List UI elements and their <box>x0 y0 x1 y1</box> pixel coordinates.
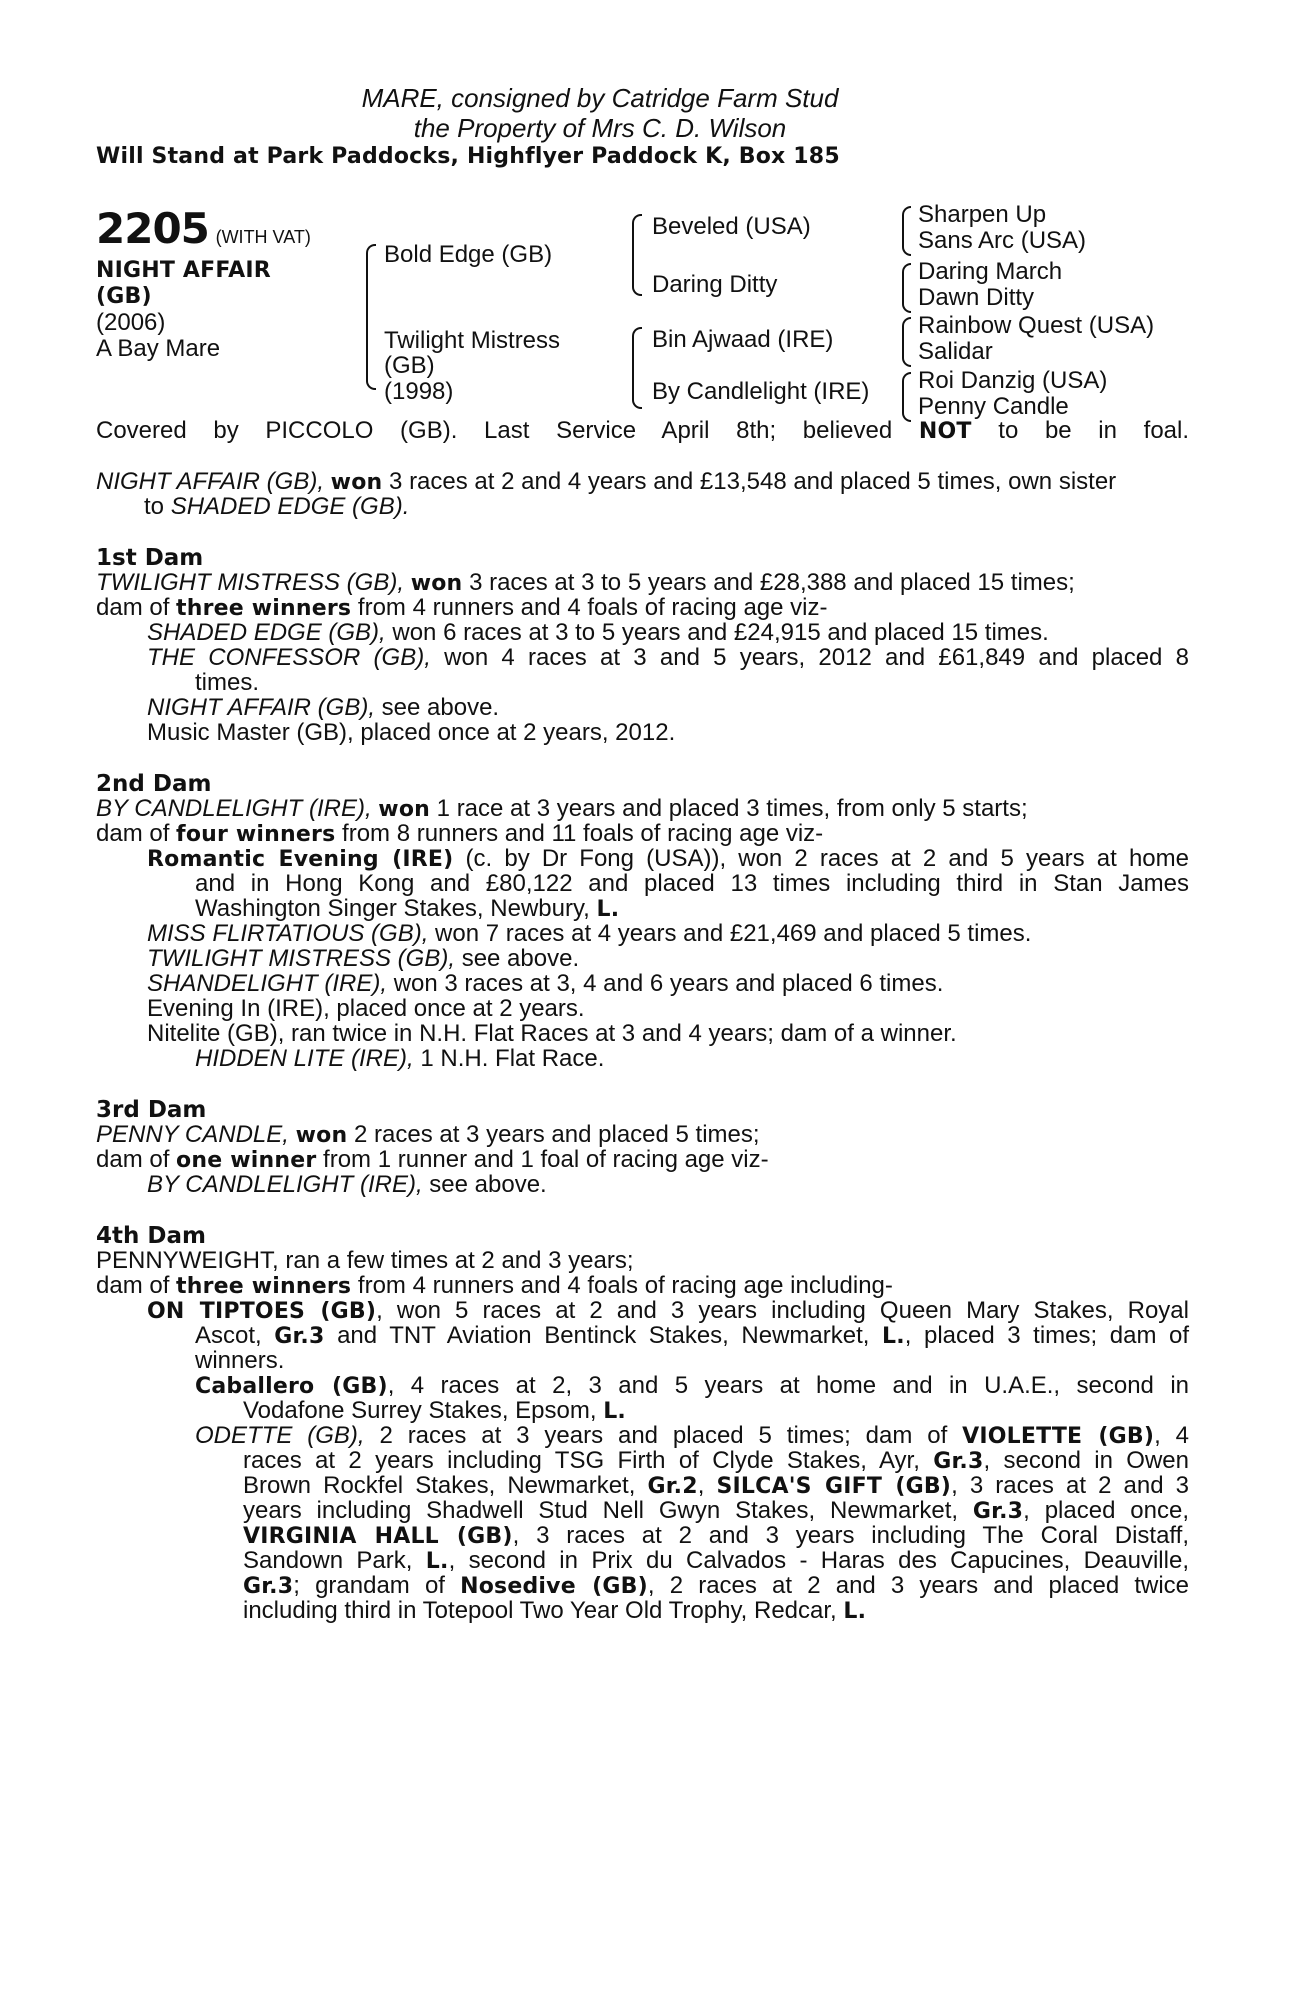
second-dam-produce-1-l3: Washington Singer Stakes, Newbury, L. <box>195 895 620 922</box>
pedigree-sss: Sharpen Up <box>918 201 1047 228</box>
fourth-dam-heading: 4th Dam <box>96 1223 206 1249</box>
horse-name: NIGHT AFFAIR <box>96 258 271 283</box>
second-dam-record: BY CANDLELIGHT (IRE), won 1 race at 3 years and placed 3 times, from only 5 starts; <box>96 795 1028 822</box>
pedigree-dam-origin: (GB) <box>384 352 435 379</box>
fourth-dam-caballero: Caballero (GB), 4 races at 2, 3 and 5 years at home and in U.A.E., second in <box>195 1372 1189 1399</box>
pedigree-dam-year: (1998) <box>384 378 454 405</box>
second-dam-produce-6: Nitelite (GB), ran twice in N.H. Flat Races at 3 and 4 years; dam of a winner. <box>147 1020 957 1047</box>
pedigree-sds: Daring March <box>918 258 1063 285</box>
horse-summary <box>96 469 1116 496</box>
fourth-dam-odette-l4: years including Shadwell Stud Nell Gwyn Stakes, Newmarket, Gr.3, placed once, <box>243 1497 1190 1524</box>
horse-summary-cont <box>144 494 409 520</box>
fourth-dam-odette-l3: Brown Rockfel Stakes, Newmarket, Gr.2, SILCA'S GIFT (GB), 3 races at 2 and 3 <box>243 1472 1190 1499</box>
second-dam-produce-1: Romantic Evening (IRE) (c. by Dr Fong (USA)), won 2 races at 2 and 5 years at home <box>147 845 1189 872</box>
property-line: the Property of Mrs C. D. Wilson <box>413 113 787 143</box>
summary-to: to <box>144 493 165 520</box>
pedigree-ssd: Sans Arc (USA) <box>918 227 1087 254</box>
pedigree-dam-dam: By Candlelight (IRE) <box>652 378 870 405</box>
horse-origin: (GB) <box>96 284 152 309</box>
fourth-dam-produce-1-l2: Ascot, Gr.3 and TNT Aviation Bentinck Stakes, Newmarket, L., placed 3 times; dam of <box>195 1322 1190 1349</box>
pedigree-dsd: Salidar <box>918 338 993 365</box>
first-dam-produce-4: Music Master (GB), placed once at 2 years, 2012. <box>147 719 676 746</box>
second-dam-produce-2: MISS FLIRTATIOUS (GB), won 7 races at 4 years and £21,469 and placed 5 times. <box>147 920 1032 947</box>
vat-note: (WITH VAT) <box>215 227 311 247</box>
first-dam-produce-2: THE CONFESSOR (GB), won 4 races at 3 and 5 years, 2012 and £61,849 and placed 8 <box>147 644 1190 671</box>
fourth-dam-odette: ODETTE (GB), 2 races at 3 years and placed 5 times; dam of VIOLETTE (GB), 4 <box>195 1422 1189 1449</box>
covered-end: to be in foal. <box>998 417 1190 444</box>
third-dam-produce-1: BY CANDLELIGHT (IRE), see above. <box>147 1171 547 1198</box>
first-dam-heading: 1st Dam <box>96 545 204 571</box>
lot-number: 2205 <box>96 204 209 253</box>
fourth-dam-produce-1: ON TIPTOES (GB), won 5 races at 2 and 3 years including Queen Mary Stakes, Royal <box>147 1297 1189 1324</box>
second-dam-produce-summary: dam of four winners from 8 runners and 11 foals of racing age viz- <box>96 820 824 847</box>
summary-text: 3 races at 2 and 4 years and £13,548 and placed 5 times, own sister <box>389 468 1117 495</box>
pedigree-sire: Bold Edge (GB) <box>384 241 553 268</box>
covered-text: Covered by PICCOLO (GB). Last Service April 8th; believed <box>96 417 893 444</box>
stand-line: Will Stand at Park Paddocks, Highflyer Paddock K, Box 185 <box>96 144 840 169</box>
first-dam-produce-2-cont: times. <box>195 669 260 696</box>
fourth-dam-odette-l2: races at 2 years including TSG Firth of Clyde Stakes, Ayr, Gr.3, second in Owen <box>243 1447 1190 1474</box>
fourth-dam-odette-l8: including third in Totepool Two Year Old Trophy, Redcar, L. <box>243 1597 867 1624</box>
covered-not: NOT <box>918 419 972 444</box>
fourth-dam-caballero-l2: Vodafone Surrey Stakes, Epsom, L. <box>243 1397 626 1424</box>
fourth-dam-produce-summary: dam of three winners from 4 runners and 4 foals of racing age including- <box>96 1272 893 1299</box>
pedigree-brace-3d <box>902 372 911 422</box>
third-dam-heading: 3rd Dam <box>96 1097 207 1123</box>
third-dam-record: PENNY CANDLE, won 2 races at 3 years and placed 5 times; <box>96 1121 760 1148</box>
pedigree-sdd: Dawn Ditty <box>918 284 1035 311</box>
pedigree-ddd: Penny Candle <box>918 393 1069 420</box>
first-dam-produce-1: SHADED EDGE (GB), won 6 races at 3 to 5 years and £24,915 and placed 15 times. <box>147 619 1049 646</box>
fourth-dam-produce-1-l3: winners. <box>195 1347 285 1374</box>
pedigree-dam-sire: Bin Ajwaad (IRE) <box>652 326 834 353</box>
summary-name: NIGHT AFFAIR (GB), <box>96 468 324 495</box>
pedigree-brace-3c <box>902 317 911 367</box>
first-dam-produce-3: NIGHT AFFAIR (GB), see above. <box>147 694 500 721</box>
first-dam-record: TWILIGHT MISTRESS (GB), won 3 races at 3 to 5 years and £28,388 and placed 15 times; <box>96 569 1075 596</box>
pedigree-sire-sire: Beveled (USA) <box>652 213 811 240</box>
pedigree-dss: Rainbow Quest (USA) <box>918 312 1155 339</box>
pedigree-brace-2b <box>632 327 642 409</box>
second-dam-produce-6-foal: HIDDEN LITE (IRE), 1 N.H. Flat Race. <box>195 1045 605 1072</box>
second-dam-heading: 2nd Dam <box>96 771 212 797</box>
consignor-line: MARE, consigned by Catridge Farm Stud <box>361 83 839 113</box>
second-dam-produce-1-l2: and in Hong Kong and £80,122 and placed 13 times including third in Stan James <box>195 870 1189 897</box>
fourth-dam-odette-l5: VIRGINIA HALL (GB), 3 races at 2 and 3 years including The Coral Distaff, <box>243 1522 1189 1549</box>
summary-sister: SHADED EDGE (GB). <box>170 493 410 520</box>
pedigree-brace-2a <box>632 214 642 296</box>
lot-number-row <box>96 205 311 261</box>
pedigree-brace-1 <box>366 244 376 390</box>
fourth-dam-odette-l6: Sandown Park, L., second in Prix du Calvados - Haras des Capucines, Deauville, <box>243 1547 1189 1574</box>
summary-won: won <box>330 470 383 495</box>
second-dam-produce-5: Evening In (IRE), placed once at 2 years. <box>147 995 585 1022</box>
pedigree-brace-3b <box>902 263 911 313</box>
pedigree-dds: Roi Danzig (USA) <box>918 367 1108 394</box>
horse-description: A Bay Mare <box>96 335 221 362</box>
second-dam-produce-4: SHANDELIGHT (IRE), won 3 races at 3, 4 and 6 years and placed 6 times. <box>147 970 944 997</box>
pedigree-sire-dam: Daring Ditty <box>652 271 778 298</box>
horse-year: (2006) <box>96 309 166 336</box>
fourth-dam-odette-l7: Gr.3; grandam of Nosedive (GB), 2 races at 2 and 3 years and placed twice <box>243 1572 1189 1599</box>
second-dam-produce-3: TWILIGHT MISTRESS (GB), see above. <box>147 945 580 972</box>
covered-line <box>96 418 1189 445</box>
pedigree-dam: Twilight Mistress <box>384 327 561 354</box>
pedigree-brace-3a <box>902 206 911 256</box>
first-dam-produce-summary: dam of three winners from 4 runners and 4 foals of racing age viz- <box>96 594 828 621</box>
fourth-dam-record: PENNYWEIGHT, ran a few times at 2 and 3 years; <box>96 1247 634 1274</box>
third-dam-produce-summary: dam of one winner from 1 runner and 1 foal of racing age viz- <box>96 1146 769 1173</box>
